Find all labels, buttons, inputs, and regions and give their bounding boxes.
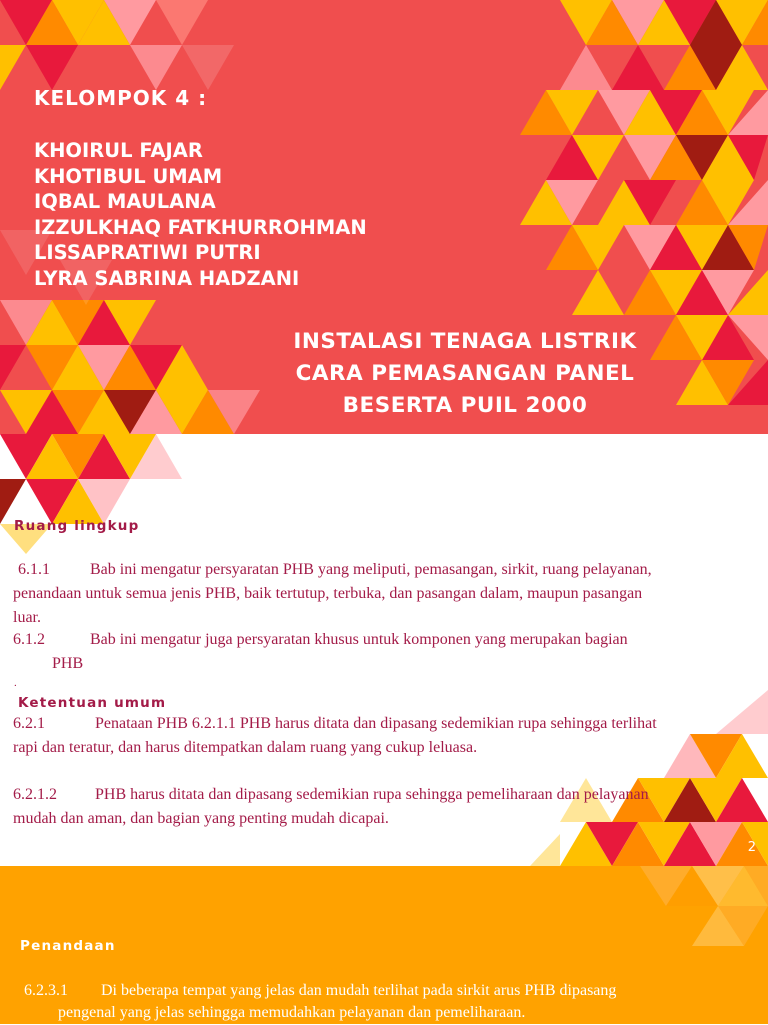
paragraph-6-2-3-1-line	[24, 979, 616, 1003]
paragraph-6-1-1-line	[18, 558, 652, 582]
member-name: KHOTIBUL UMAM	[34, 164, 223, 188]
member-name: LYRA SABRINA HADZANI	[34, 266, 300, 290]
page-number: 2	[747, 840, 756, 855]
group-label: KELOMPOK 4 :	[34, 86, 208, 110]
paragraph-6-2-1-2-line	[13, 783, 649, 807]
paragraph-6-1-1-line: penandaan untuk semua jenis PHB, baik tertutup, terbuka, dan pasangan dalam, maupun pasangan	[13, 585, 643, 602]
title-line: CARA PEMASANGAN PANEL	[295, 361, 635, 386]
paragraph-text: Bab ini mengatur persyaratan PHB yang meliputi, pemasangan, sirkit, ruang pelayanan,	[90, 561, 652, 578]
paragraph-6-2-1-line: rapi dan teratur, dan harus ditempatkan dalam ruang yang cukup leluasa.	[13, 739, 478, 756]
paragraph-number: 6.1.2	[13, 631, 45, 648]
paragraph-number: 6.2.1.2	[13, 786, 57, 803]
paragraph-number: 6.2.1	[13, 715, 45, 732]
heading-penandaan: Penandaan	[20, 938, 116, 954]
paragraph-text: Penataan PHB 6.2.1.1 PHB harus ditata dan dipasang sedemikian rupa sehingga terlihat	[95, 715, 657, 732]
paragraph-6-1-1-line: luar.	[13, 609, 41, 626]
member-list	[34, 138, 367, 291]
paragraph-number: 6.1.1	[18, 561, 50, 578]
title-line: INSTALASI TENAGA LISTRIK	[293, 329, 637, 354]
content-slide	[0, 434, 768, 866]
paragraph-6-1-2-line: PHB	[52, 655, 84, 672]
heading-ketentuan-umum: Ketentuan umum	[18, 695, 167, 711]
paragraph-text: Di beberapa tempat yang jelas dan mudah terlihat pada sirkit arus PHB dipasang	[101, 982, 617, 999]
presentation-title	[250, 326, 680, 422]
paragraph-6-2-1-line	[13, 712, 657, 736]
paragraph-6-1-2-line	[13, 628, 628, 652]
paragraph-6-2-3-1-line: pengenal yang jelas sehingga memudahkan pelayanan dan pemeliharaan.	[58, 1004, 526, 1021]
paragraph-6-2-1-2-line: mudah dan aman, dan bagian yang penting mudah dicapai.	[13, 810, 389, 827]
heading-ruang-lingkup: Ruang lingkup	[14, 518, 140, 534]
stray-dot: .	[14, 677, 17, 689]
content-slide-3	[0, 866, 768, 1024]
title-line: BESERTA PUIL 2000	[342, 393, 588, 418]
member-name: KHOIRUL FAJAR	[34, 139, 203, 162]
title-slide	[0, 0, 768, 434]
member-name: LISSAPRATIWI PUTRI	[34, 241, 261, 264]
member-name: IZZULKHAQ FATKHURROHMAN	[34, 215, 367, 239]
paragraph-number: 6.2.3.1	[24, 982, 68, 999]
member-name: IQBAL MAULANA	[34, 190, 216, 213]
paragraph-text: Bab ini mengatur juga persyaratan khusus untuk komponen yang merupakan bagian	[90, 631, 628, 648]
paragraph-text: PHB harus ditata dan dipasang sedemikian rupa sehingga pemeliharaan dan pelayanan	[95, 786, 649, 803]
